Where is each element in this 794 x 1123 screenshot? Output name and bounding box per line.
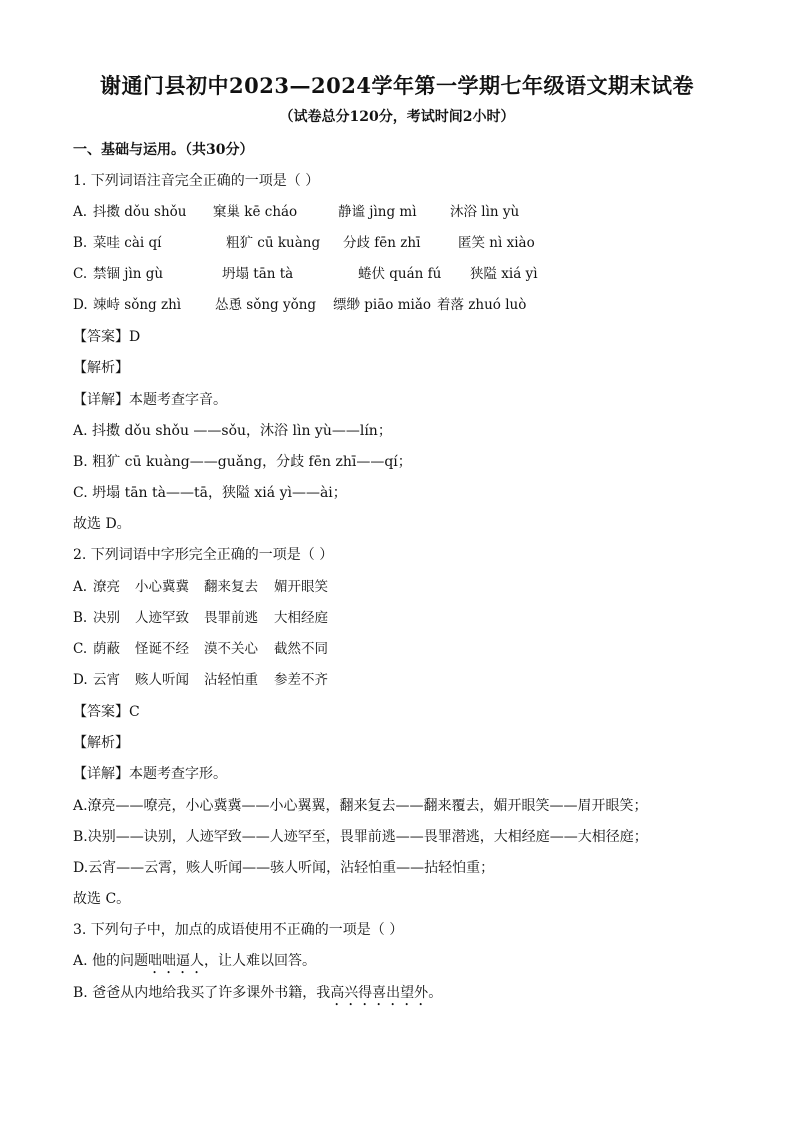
option-word: 窠巢 kē cháo [213, 204, 298, 220]
option-word: 缥缈 piāo miǎo [333, 297, 432, 313]
option-word: 沐浴 lìn yù [450, 204, 520, 220]
option-word: 荫蔽 [93, 641, 120, 657]
option-word: 匿笑 nì xiào [458, 235, 535, 251]
option-text: ，让人难以回答。 [204, 953, 317, 969]
option-word: 赅人听闻 [135, 672, 189, 688]
q2-detail: 【详解】本题考查字形。 [73, 766, 227, 782]
option-word: 禁锢 jìn gù [93, 266, 164, 282]
option-word: 着落 zhuó luò [437, 297, 527, 313]
q2-answer: 【答案】C [73, 704, 140, 720]
q3-option-a [73, 952, 316, 977]
option-word: 菜哇 cài qí [93, 235, 162, 251]
q3-stem: 3. 下列句子中，加点的成语使用不正确的一项是（ ） [73, 922, 404, 938]
option-text: 。 [428, 985, 443, 1001]
option-label: D. [73, 672, 88, 688]
option-word: 狭隘 xiá yì [470, 266, 538, 282]
q2-analysis-label: 【解析】 [73, 735, 129, 751]
option-word: 翻来复去 [204, 579, 258, 595]
q1-conclusion: 故选 D。 [73, 516, 131, 532]
q2-explain-d: D.云宵——云霄，赅人听闻——骇人听闻，沾轻怕重——拈轻怕重； [73, 860, 495, 876]
option-word: 潦亮 [93, 579, 120, 595]
option-text: B. 爸爸从内地给我买了许多课外书籍，我 [73, 985, 331, 1001]
q2-stem: 2. 下列词语中字形完全正确的一项是（ ） [73, 547, 334, 563]
option-word: 决别 [93, 610, 120, 626]
option-word: 媚开眼笑 [274, 579, 328, 595]
q1-explain-c: C. 坍塌 tān tà——tā，狭隘 xiá yì——ài； [73, 485, 347, 501]
q3-option-b [73, 984, 442, 1009]
option-word: 沾轻怕重 [204, 672, 258, 688]
option-word: 静谧 jìng mì [338, 204, 417, 220]
option-word: 漠不关心 [204, 641, 258, 657]
q1-detail: 【详解】本题考查字音。 [73, 392, 227, 408]
option-label: D. [73, 297, 88, 313]
option-word: 云宵 [93, 672, 120, 688]
option-word: 蜷伏 quán fú [358, 266, 442, 282]
emphasized-idiom: 高兴得喜出望外 [330, 985, 429, 1001]
section-heading: 一、基础与运用。（共30分） [73, 142, 254, 158]
q1-explain-b: B. 粗犷 cū kuàng——guǎng，分歧 fēn zhī——qí； [73, 454, 412, 470]
page-title: 谢通门县初中2023—2024学年第一学期七年级语文期末试卷 [100, 73, 694, 98]
option-word: 人迹罕致 [135, 610, 189, 626]
option-word: 分歧 fēn zhī [343, 235, 421, 251]
option-text: A. 他的问题 [73, 953, 149, 969]
option-word: 怂恿 sǒng yǒng [215, 297, 317, 313]
option-word: 竦峙 sǒng zhì [93, 297, 182, 313]
q2-conclusion: 故选 C。 [73, 891, 131, 907]
q2-explain-b: B.决别——诀别，人迹罕致——人迹罕至，畏罪前逃——畏罪潜逃，大相经庭——大相径庭； [73, 829, 648, 845]
option-word: 畏罪前逃 [204, 610, 258, 626]
option-label: A. [73, 204, 88, 220]
option-word: 坍塌 tān tà [222, 266, 294, 282]
emphasized-idiom: 咄咄逼人 [148, 953, 205, 969]
q1-explain-a: A. 抖擞 dǒu shǒu ——sǒu，沐浴 lìn yù——lín； [73, 423, 392, 439]
option-word: 大相经庭 [274, 610, 328, 626]
option-label: C. [73, 266, 88, 282]
option-label: C. [73, 641, 88, 657]
q2-explain-a: A.潦亮——嘹亮，小心冀冀——小心翼翼，翻来复去——翻来覆去，媚开眼笑——眉开眼笑； [73, 798, 648, 814]
option-word: 小心冀冀 [135, 579, 189, 595]
page-subtitle: （试卷总分120分，考试时间2小时） [279, 109, 515, 125]
option-label: B. [73, 235, 88, 251]
option-word: 怪诞不经 [135, 641, 189, 657]
option-word: 抖擞 dǒu shǒu [93, 204, 187, 220]
q1-stem: 1. 下列词语注音完全正确的一项是（ ） [73, 173, 320, 189]
option-word: 截然不同 [274, 641, 328, 657]
option-word: 参差不齐 [274, 672, 328, 688]
q1-analysis-label: 【解析】 [73, 360, 129, 376]
option-word: 粗犷 cū kuàng [226, 235, 321, 251]
option-label: B. [73, 610, 88, 626]
q1-answer: 【答案】D [73, 329, 141, 345]
option-label: A. [73, 579, 88, 595]
